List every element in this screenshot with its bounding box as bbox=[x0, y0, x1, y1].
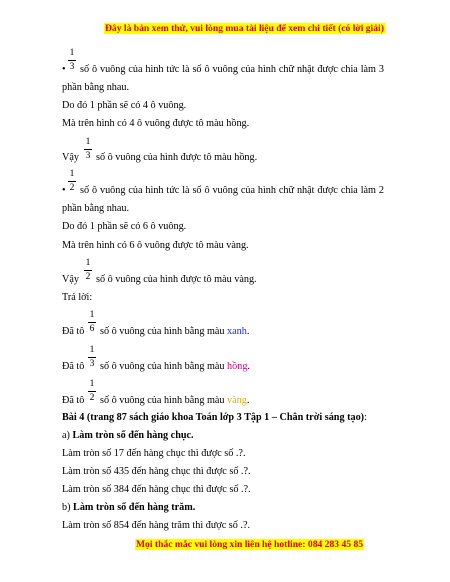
conclusion-text: số ô vuông của hình được tô màu vàng. bbox=[96, 274, 257, 285]
fraction-numerator: 1 bbox=[85, 137, 91, 147]
exercise-title: Bài 4 (trang 87 sách giáo khoa Toán lớp 3 Tập 1 – Chân trời sáng tạo): bbox=[62, 412, 367, 423]
fraction-denominator: 3 bbox=[69, 62, 75, 72]
conclusion-prefix: Vậy bbox=[62, 152, 79, 163]
part-a-heading: a) Làm tròn số đến hàng chục. bbox=[62, 430, 194, 441]
bullet-marker: • bbox=[62, 64, 66, 75]
paragraph: Do đó 1 phần sẽ có 6 ô vuông. bbox=[62, 221, 187, 232]
bullet-text-line1: số ô vuông của hình tức là số ô vuông của hình chữ nhật được chia làm 2 bbox=[80, 185, 384, 196]
part-a-item: Làm tròn số 435 đến hàng chục thì được số .?. bbox=[62, 466, 251, 477]
color-word-yellow: vàng bbox=[227, 395, 247, 406]
header-banner-text: Đây là bản xem thử, vui lòng mua tài liệu để xem chi tiết (có lời giải) bbox=[105, 23, 384, 34]
answer-prefix: Đã tô bbox=[62, 361, 85, 372]
fraction-denominator: 2 bbox=[89, 393, 95, 403]
footer-banner bbox=[135, 539, 364, 550]
header-banner bbox=[104, 23, 385, 34]
bullet-text-line2: phần bằng nhau. bbox=[62, 203, 130, 214]
paragraph: Mà trên hình có 4 ô vuông được tô màu hồng. bbox=[62, 118, 250, 129]
fraction-denominator: 6 bbox=[89, 324, 95, 334]
answer-text: số ô vuông của hình bằng màu xanh. bbox=[100, 326, 250, 337]
fraction-bar bbox=[88, 322, 96, 323]
fraction-bar bbox=[68, 181, 76, 182]
answer-text: số ô vuông của hình bằng màu hồng. bbox=[100, 361, 250, 372]
paragraph: Do đó 1 phần sẽ có 4 ô vuông. bbox=[62, 100, 187, 111]
conclusion-text: số ô vuông của hình được tô màu hồng. bbox=[96, 152, 258, 163]
fraction-bar bbox=[84, 149, 92, 150]
color-word-pink: hồng bbox=[227, 361, 248, 372]
fraction-bar bbox=[84, 270, 92, 271]
bullet-text-line2: phần bằng nhau. bbox=[62, 82, 130, 93]
bullet-marker: • bbox=[62, 185, 66, 196]
fraction-denominator: 3 bbox=[89, 359, 95, 369]
fraction-bar bbox=[88, 391, 96, 392]
answer-prefix: Đã tô bbox=[62, 395, 85, 406]
fraction-numerator: 1 bbox=[85, 258, 91, 268]
fraction-bar bbox=[68, 60, 76, 61]
part-a-item: Làm tròn số 17 đến hàng chục thì được số .?. bbox=[62, 448, 246, 459]
fraction-numerator: 1 bbox=[89, 379, 95, 389]
footer-banner-text: Mọi thắc mắc vui lòng xin liên hệ hotline: 084 283 45 85 bbox=[136, 539, 364, 550]
fraction-numerator: 1 bbox=[69, 169, 75, 179]
part-b-heading: b) Làm tròn số đến hàng trăm. bbox=[62, 502, 196, 513]
conclusion-prefix: Vậy bbox=[62, 274, 79, 285]
answer-label: Trả lời: bbox=[62, 292, 93, 303]
fraction-numerator: 1 bbox=[69, 48, 75, 58]
fraction-bar bbox=[88, 357, 96, 358]
fraction-denominator: 2 bbox=[85, 272, 91, 282]
paragraph: Mà trên hình có 6 ô vuông được tô màu vàng. bbox=[62, 240, 249, 251]
part-a-item: Làm tròn số 384 đến hàng chục thì được số .?. bbox=[62, 484, 251, 495]
answer-prefix: Đã tô bbox=[62, 326, 85, 337]
fraction-denominator: 2 bbox=[69, 183, 75, 193]
bullet-text-line1: số ô vuông của hình tức là số ô vuông của hình chữ nhật được chia làm 3 bbox=[80, 64, 384, 75]
fraction-numerator: 1 bbox=[89, 310, 95, 320]
color-word-blue: xanh bbox=[227, 326, 247, 337]
fraction-denominator: 3 bbox=[85, 151, 91, 161]
answer-text: số ô vuông của hình bằng màu vàng. bbox=[100, 395, 250, 406]
part-b-item: Làm tròn số 854 đến hàng trăm thì được số .?. bbox=[62, 520, 251, 531]
fraction-numerator: 1 bbox=[89, 345, 95, 355]
